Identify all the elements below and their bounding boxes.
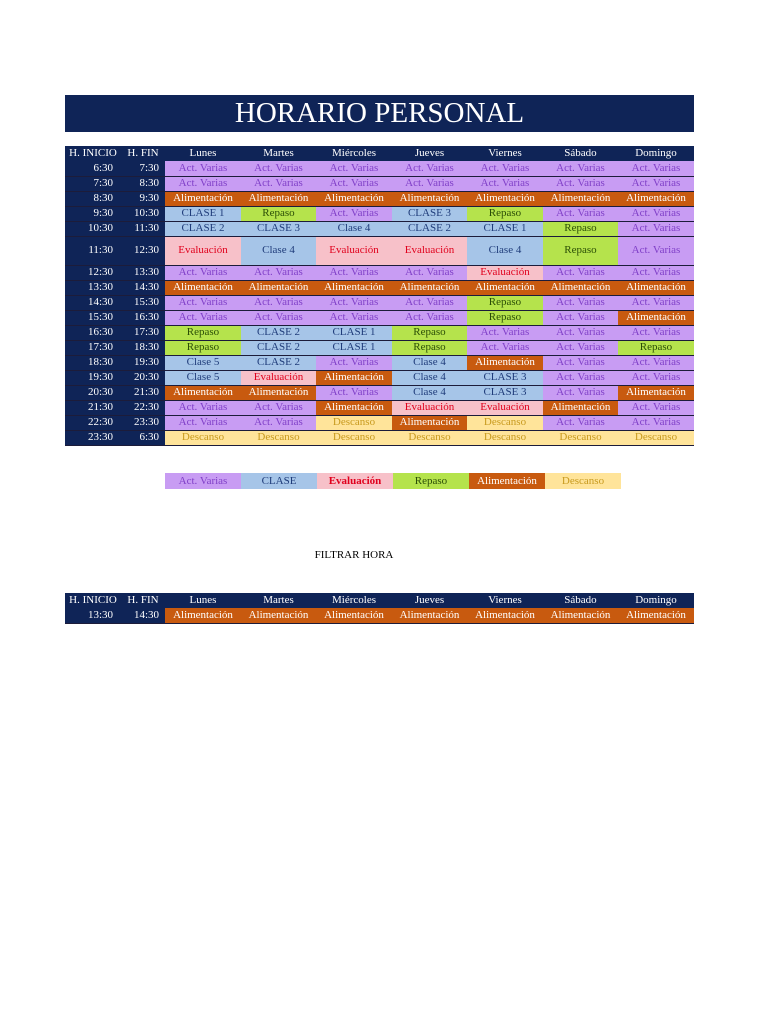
end-time-cell: 9:30 [121, 191, 165, 206]
activity-cell: Act. Varias [618, 400, 694, 415]
activity-cell: Act. Varias [543, 385, 618, 400]
column-header: H. FIN [121, 593, 165, 608]
activity-cell: Descanso [241, 430, 316, 445]
activity-cell: Alimentación [618, 191, 694, 206]
activity-cell: Alimentación [618, 385, 694, 400]
activity-cell: Evaluación [316, 236, 392, 265]
column-header: Martes [241, 146, 316, 161]
activity-cell: Act. Varias [467, 176, 543, 191]
column-header: Domingo [618, 146, 694, 161]
end-time-cell: 21:30 [121, 385, 165, 400]
table-row [65, 265, 694, 280]
activity-cell: Descanso [316, 430, 392, 445]
start-time-cell: 14:30 [65, 295, 121, 310]
activity-cell: Act. Varias [165, 310, 241, 325]
activity-cell: Repaso [165, 340, 241, 355]
end-time-cell: 14:30 [121, 608, 165, 623]
activity-cell: Act. Varias [618, 355, 694, 370]
activity-cell: Act. Varias [316, 355, 392, 370]
end-time-cell: 23:30 [121, 415, 165, 430]
activity-cell: Act. Varias [543, 355, 618, 370]
activity-cell: Act. Varias [316, 295, 392, 310]
activity-cell: Act. Varias [165, 400, 241, 415]
activity-cell: Act. Varias [241, 400, 316, 415]
activity-cell: Descanso [392, 430, 467, 445]
table-row [65, 415, 694, 430]
table-row [65, 400, 694, 415]
activity-cell: Act. Varias [543, 325, 618, 340]
start-time-cell: 21:30 [65, 400, 121, 415]
column-header: Miércoles [316, 593, 392, 608]
legend-item: Alimentación [469, 473, 545, 489]
table-row [65, 280, 694, 295]
end-time-cell: 19:30 [121, 355, 165, 370]
activity-cell: CLASE 2 [241, 325, 316, 340]
activity-cell: Alimentación [392, 608, 467, 623]
activity-cell: Alimentación [316, 280, 392, 295]
start-time-cell: 22:30 [65, 415, 121, 430]
activity-cell: CLASE 1 [316, 340, 392, 355]
activity-cell: Alimentación [543, 400, 618, 415]
activity-cell: Act. Varias [392, 176, 467, 191]
activity-cell: Alimentación [316, 400, 392, 415]
column-header: Miércoles [316, 146, 392, 161]
activity-cell: CLASE 1 [165, 206, 241, 221]
activity-cell: Act. Varias [543, 206, 618, 221]
column-header: Domingo [618, 593, 694, 608]
activity-cell: Act. Varias [543, 415, 618, 430]
activity-cell: Act. Varias [316, 310, 392, 325]
column-header: Jueves [392, 146, 467, 161]
activity-cell: Repaso [467, 295, 543, 310]
activity-cell: Alimentación [165, 385, 241, 400]
activity-cell: Alimentación [316, 191, 392, 206]
column-header: Sábado [543, 593, 618, 608]
activity-cell: Act. Varias [543, 370, 618, 385]
activity-cell: Descanso [467, 430, 543, 445]
activity-cell: Clase 5 [165, 355, 241, 370]
table-row [65, 370, 694, 385]
schedule-table [65, 146, 694, 446]
activity-cell: Act. Varias [316, 176, 392, 191]
legend-item: Repaso [393, 473, 469, 489]
activity-cell: Clase 4 [392, 355, 467, 370]
start-time-cell: 20:30 [65, 385, 121, 400]
end-time-cell: 17:30 [121, 325, 165, 340]
activity-cell: Act. Varias [241, 176, 316, 191]
activity-cell: Act. Varias [316, 206, 392, 221]
table-row [65, 340, 694, 355]
end-time-cell: 11:30 [121, 221, 165, 236]
activity-cell: Repaso [241, 206, 316, 221]
activity-cell: Alimentación [241, 385, 316, 400]
activity-cell: Alimentación [392, 191, 467, 206]
activity-cell: Act. Varias [392, 310, 467, 325]
activity-cell: Act. Varias [241, 310, 316, 325]
activity-cell: Act. Varias [618, 295, 694, 310]
activity-cell: Repaso [392, 325, 467, 340]
activity-cell: Alimentación [241, 191, 316, 206]
table-row [65, 385, 694, 400]
activity-cell: Alimentación [165, 608, 241, 623]
activity-cell: Repaso [165, 325, 241, 340]
table-row [65, 310, 694, 325]
activity-cell: Alimentación [467, 191, 543, 206]
activity-cell: Act. Varias [165, 295, 241, 310]
column-header: H. INICIO [65, 593, 121, 608]
table-row [65, 325, 694, 340]
activity-cell: Alimentación [241, 280, 316, 295]
activity-cell: CLASE 3 [241, 221, 316, 236]
end-time-cell: 16:30 [121, 310, 165, 325]
activity-cell: Act. Varias [618, 236, 694, 265]
activity-cell: Evaluación [467, 265, 543, 280]
end-time-cell: 6:30 [121, 430, 165, 445]
activity-cell: CLASE 3 [467, 370, 543, 385]
activity-cell: Act. Varias [618, 161, 694, 176]
end-time-cell: 8:30 [121, 176, 165, 191]
activity-cell: Clase 4 [316, 221, 392, 236]
column-header: Lunes [165, 593, 241, 608]
column-header: H. INICIO [65, 146, 121, 161]
start-time-cell: 10:30 [65, 221, 121, 236]
table-row [65, 161, 694, 176]
activity-cell: Act. Varias [543, 340, 618, 355]
activity-cell: Descanso [543, 430, 618, 445]
start-time-cell: 12:30 [65, 265, 121, 280]
start-time-cell: 13:30 [65, 608, 121, 623]
end-time-cell: 10:30 [121, 206, 165, 221]
activity-cell: Act. Varias [392, 265, 467, 280]
activity-cell: Descanso [467, 415, 543, 430]
activity-cell: Evaluación [392, 400, 467, 415]
activity-cell: Descanso [618, 430, 694, 445]
activity-cell: Act. Varias [241, 161, 316, 176]
end-time-cell: 15:30 [121, 295, 165, 310]
start-time-cell: 13:30 [65, 280, 121, 295]
table-row [65, 355, 694, 370]
activity-cell: Repaso [543, 236, 618, 265]
end-time-cell: 13:30 [121, 265, 165, 280]
start-time-cell: 8:30 [65, 191, 121, 206]
start-time-cell: 15:30 [65, 310, 121, 325]
column-header: Jueves [392, 593, 467, 608]
end-time-cell: 7:30 [121, 161, 165, 176]
table-row [65, 236, 694, 265]
start-time-cell: 16:30 [65, 325, 121, 340]
activity-cell: Act. Varias [467, 325, 543, 340]
activity-cell: Alimentación [467, 280, 543, 295]
activity-cell: Act. Varias [543, 295, 618, 310]
activity-cell: Alimentación [543, 608, 618, 623]
activity-cell: Clase 4 [241, 236, 316, 265]
activity-cell: Alimentación [618, 310, 694, 325]
activity-cell: Act. Varias [165, 415, 241, 430]
column-header: Martes [241, 593, 316, 608]
activity-cell: Alimentación [543, 280, 618, 295]
start-time-cell: 7:30 [65, 176, 121, 191]
legend-item: Evaluación [317, 473, 393, 489]
column-header: Viernes [467, 593, 543, 608]
activity-cell: Evaluación [467, 400, 543, 415]
activity-cell: Act. Varias [316, 265, 392, 280]
table-row [65, 191, 694, 206]
activity-cell: Act. Varias [543, 176, 618, 191]
activity-cell: Repaso [543, 221, 618, 236]
start-time-cell: 9:30 [65, 206, 121, 221]
activity-cell: Act. Varias [543, 265, 618, 280]
page-title: HORARIO PERSONAL [65, 95, 694, 132]
activity-cell: CLASE 2 [392, 221, 467, 236]
end-time-cell: 14:30 [121, 280, 165, 295]
activity-cell: CLASE 3 [467, 385, 543, 400]
activity-cell: Act. Varias [392, 295, 467, 310]
activity-cell: Clase 4 [392, 385, 467, 400]
column-header: Sábado [543, 146, 618, 161]
activity-cell: Clase 4 [392, 370, 467, 385]
activity-cell: CLASE 3 [392, 206, 467, 221]
activity-cell: CLASE 1 [316, 325, 392, 340]
activity-cell: Act. Varias [316, 161, 392, 176]
end-time-cell: 22:30 [121, 400, 165, 415]
activity-cell: Repaso [467, 310, 543, 325]
start-time-cell: 6:30 [65, 161, 121, 176]
start-time-cell: 19:30 [65, 370, 121, 385]
end-time-cell: 20:30 [121, 370, 165, 385]
start-time-cell: 18:30 [65, 355, 121, 370]
start-time-cell: 11:30 [65, 236, 121, 265]
column-header: Viernes [467, 146, 543, 161]
activity-cell: Descanso [165, 430, 241, 445]
column-header: H. FIN [121, 146, 165, 161]
activity-cell: Repaso [467, 206, 543, 221]
activity-cell: Descanso [316, 415, 392, 430]
activity-cell: Act. Varias [392, 161, 467, 176]
activity-cell: Act. Varias [543, 310, 618, 325]
table-row [65, 206, 694, 221]
activity-cell: Evaluación [392, 236, 467, 265]
activity-cell: Act. Varias [165, 265, 241, 280]
activity-cell: Alimentación [316, 608, 392, 623]
activity-cell: Act. Varias [165, 161, 241, 176]
activity-cell: Act. Varias [241, 265, 316, 280]
activity-cell: CLASE 2 [165, 221, 241, 236]
legend-item: CLASE [241, 473, 317, 489]
activity-cell: Alimentación [467, 355, 543, 370]
schedule-header-row [65, 146, 694, 161]
activity-cell: Act. Varias [165, 176, 241, 191]
end-time-cell: 18:30 [121, 340, 165, 355]
activity-cell: Alimentación [618, 280, 694, 295]
activity-cell: Act. Varias [618, 206, 694, 221]
filter-table [65, 593, 694, 624]
legend-item: Act. Varias [165, 473, 241, 489]
activity-cell: CLASE 2 [241, 340, 316, 355]
activity-cell: CLASE 1 [467, 221, 543, 236]
legend [165, 473, 621, 489]
activity-cell: Alimentación [392, 415, 467, 430]
activity-cell: Act. Varias [618, 415, 694, 430]
activity-cell: Act. Varias [241, 415, 316, 430]
activity-cell: Act. Varias [316, 385, 392, 400]
table-row [65, 295, 694, 310]
table-row [65, 176, 694, 191]
activity-cell: Act. Varias [241, 295, 316, 310]
activity-cell: Repaso [392, 340, 467, 355]
activity-cell: Act. Varias [467, 340, 543, 355]
column-header: Lunes [165, 146, 241, 161]
table-row [65, 608, 694, 623]
activity-cell: Clase 5 [165, 370, 241, 385]
activity-cell: Evaluación [165, 236, 241, 265]
activity-cell: Act. Varias [618, 221, 694, 236]
activity-cell: Evaluación [241, 370, 316, 385]
activity-cell: Repaso [618, 340, 694, 355]
activity-cell: Clase 4 [467, 236, 543, 265]
activity-cell: Act. Varias [618, 370, 694, 385]
activity-cell: Act. Varias [467, 161, 543, 176]
end-time-cell: 12:30 [121, 236, 165, 265]
table-row [65, 430, 694, 445]
filter-title: FILTRAR HORA [314, 549, 394, 561]
activity-cell: Act. Varias [543, 161, 618, 176]
activity-cell: Alimentación [241, 608, 316, 623]
start-time-cell: 23:30 [65, 430, 121, 445]
filter-header-row [65, 593, 694, 608]
activity-cell: Alimentación [165, 191, 241, 206]
legend-item: Descanso [545, 473, 621, 489]
activity-cell: CLASE 2 [241, 355, 316, 370]
activity-cell: Alimentación [392, 280, 467, 295]
activity-cell: Alimentación [543, 191, 618, 206]
activity-cell: Alimentación [467, 608, 543, 623]
activity-cell: Alimentación [618, 608, 694, 623]
start-time-cell: 17:30 [65, 340, 121, 355]
table-row [65, 221, 694, 236]
activity-cell: Alimentación [165, 280, 241, 295]
activity-cell: Act. Varias [618, 176, 694, 191]
activity-cell: Act. Varias [618, 265, 694, 280]
activity-cell: Alimentación [316, 370, 392, 385]
activity-cell: Act. Varias [618, 325, 694, 340]
